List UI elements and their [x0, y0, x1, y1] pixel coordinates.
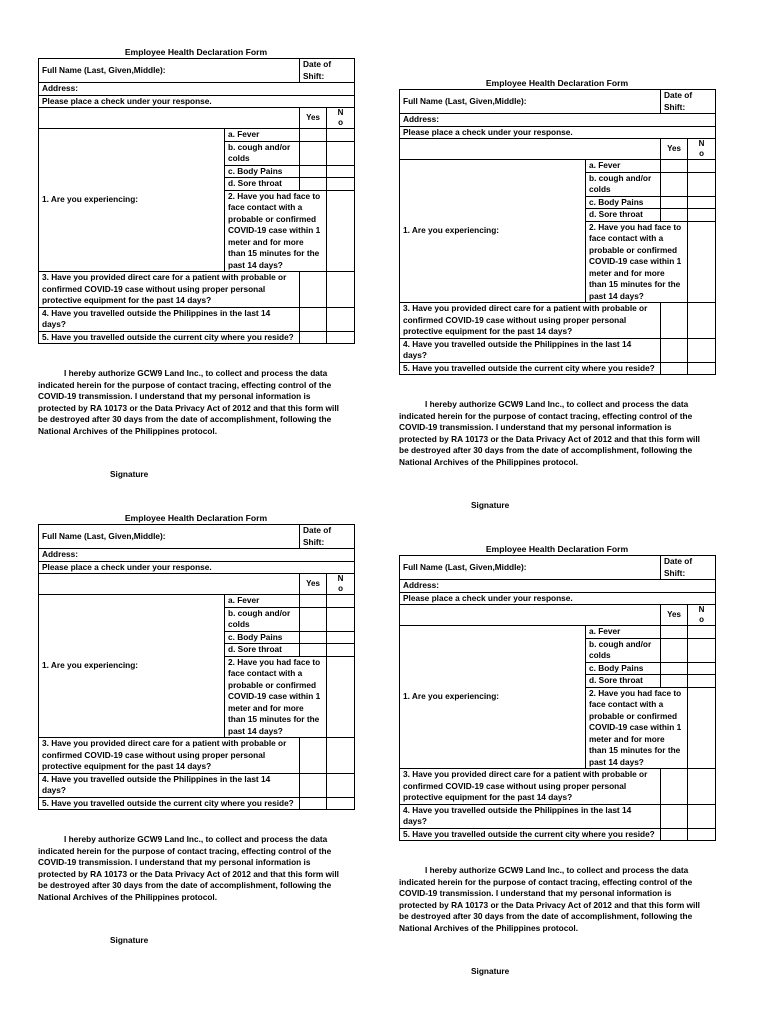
question-2: 2. Have you had face to face contact with a probable or confirmed COVID-19 case within 1 meter and for more than 15 minutes for the past 14 days?	[586, 221, 688, 303]
no-checkbox[interactable]	[688, 626, 716, 639]
address-field[interactable]: Address:	[39, 83, 355, 96]
question-3: 3. Have you provided direct care for a patient with probable or confirmed COVID-19 case without using proper personal protective equipment for the past 14 days?	[39, 738, 300, 774]
declaration-table	[38, 58, 355, 344]
symptom-fever: a. Fever	[225, 129, 300, 142]
blank-cell	[39, 574, 300, 595]
no-checkbox[interactable]	[327, 272, 355, 308]
symptom-cough: b. cough and/or colds	[225, 141, 300, 165]
no-checkbox[interactable]	[327, 165, 355, 178]
yes-checkbox[interactable]	[300, 272, 327, 308]
yes-checkbox[interactable]	[300, 307, 327, 331]
question-4: 4. Have you travelled outside the Philippines in the last 14 days?	[39, 773, 300, 797]
declaration-table	[399, 89, 716, 375]
no-checkbox[interactable]	[327, 331, 355, 344]
yes-checkbox[interactable]	[327, 190, 355, 272]
yes-checkbox[interactable]	[300, 738, 327, 774]
health-form-bottom-right	[399, 544, 715, 976]
yes-checkbox[interactable]	[300, 129, 327, 142]
symptom-sore-throat: d. Sore throat	[586, 209, 661, 222]
no-checkbox[interactable]	[327, 644, 355, 657]
yes-checkbox[interactable]	[300, 644, 327, 657]
address-field[interactable]: Address:	[400, 114, 716, 127]
symptom-cough: b. cough and/or colds	[225, 607, 300, 631]
question-4: 4. Have you travelled outside the Philippines in the last 14 days?	[39, 307, 300, 331]
yes-checkbox[interactable]	[300, 797, 327, 810]
address-field[interactable]: Address:	[400, 580, 716, 593]
no-checkbox[interactable]	[688, 172, 716, 196]
question-5: 5. Have you travelled outside the current city where you reside?	[400, 828, 661, 841]
yes-column-header: Yes	[661, 139, 688, 160]
no-checkbox[interactable]	[327, 738, 355, 774]
no-checkbox[interactable]	[327, 307, 355, 331]
symptom-fever: a. Fever	[586, 626, 661, 639]
yes-checkbox[interactable]	[661, 769, 688, 805]
no-checkbox[interactable]	[688, 160, 716, 173]
question-3: 3. Have you provided direct care for a patient with probable or confirmed COVID-19 case without using proper personal protective equipment for the past 14 days?	[39, 272, 300, 308]
form-title: Employee Health Declaration Form	[485, 78, 629, 88]
no-checkbox[interactable]	[327, 773, 355, 797]
yes-checkbox[interactable]	[661, 196, 688, 209]
symptom-sore-throat: d. Sore throat	[586, 675, 661, 688]
no-checkbox[interactable]	[688, 303, 716, 339]
yes-column-header: Yes	[300, 108, 327, 129]
no-column-header: N o	[688, 139, 716, 160]
symptom-body-pains: c. Body Pains	[225, 165, 300, 178]
no-checkbox[interactable]	[688, 196, 716, 209]
instruction-text: Please place a check under your response.	[39, 561, 355, 574]
yes-checkbox[interactable]	[300, 178, 327, 191]
question-4: 4. Have you travelled outside the Philippines in the last 14 days?	[400, 804, 661, 828]
question-2: 2. Have you had face to face contact with a probable or confirmed COVID-19 case within 1 meter and for more than 15 minutes for the past 14 days?	[586, 687, 688, 769]
health-form-bottom-left	[38, 513, 354, 945]
blank-cell	[400, 139, 661, 160]
no-checkbox[interactable]	[327, 129, 355, 142]
symptom-fever: a. Fever	[586, 160, 661, 173]
yes-checkbox[interactable]	[661, 160, 688, 173]
no-checkbox[interactable]	[327, 141, 355, 165]
question-1: 1. Are you experiencing:	[39, 129, 225, 272]
no-checkbox[interactable]	[688, 638, 716, 662]
form-title: Employee Health Declaration Form	[124, 513, 268, 523]
yes-checkbox[interactable]	[661, 675, 688, 688]
question-5: 5. Have you travelled outside the current city where you reside?	[400, 362, 661, 375]
date-of-shift-field[interactable]: Date of Shift:	[661, 90, 716, 114]
question-4: 4. Have you travelled outside the Philippines in the last 14 days?	[400, 338, 661, 362]
yes-checkbox[interactable]	[300, 631, 327, 644]
yes-checkbox[interactable]	[661, 626, 688, 639]
yes-column-header: Yes	[661, 605, 688, 626]
yes-checkbox[interactable]	[300, 165, 327, 178]
consent-statement: I hereby authorize GCW9 Land Inc., to collect and process the data indicated herein for the purpose of contact tracing, effecting control of the COVID-19 transmission. I understand that my personal information is protected by RA 10173 or the Data Privacy Act of 2012 and that this form will be destroyed after 30 days from the date of accomplishment, following the National Archives of the Philippines protocol.	[399, 865, 700, 933]
yes-checkbox[interactable]	[661, 828, 688, 841]
no-checkbox[interactable]	[688, 769, 716, 805]
instruction-text: Please place a check under your response.	[400, 592, 716, 605]
no-checkbox[interactable]	[327, 607, 355, 631]
full-name-field[interactable]: Full Name (Last, Given,Middle):	[400, 90, 661, 114]
symptom-fever: a. Fever	[225, 595, 300, 608]
no-checkbox[interactable]	[327, 631, 355, 644]
question-2: 2. Have you had face to face contact with a probable or confirmed COVID-19 case within 1 meter and for more than 15 minutes for the past 14 days?	[225, 656, 327, 738]
address-field[interactable]: Address:	[39, 549, 355, 562]
yes-checkbox[interactable]	[661, 303, 688, 339]
yes-checkbox[interactable]	[661, 804, 688, 828]
consent-statement: I hereby authorize GCW9 Land Inc., to collect and process the data indicated herein for the purpose of contact tracing, effecting control of the COVID-19 transmission. I understand that my personal information is protected by RA 10173 or the Data Privacy Act of 2012 and that this form will be destroyed after 30 days from the date of accomplishment, following the National Archives of the Philippines protocol.	[38, 834, 339, 902]
date-of-shift-field[interactable]: Date of Shift:	[661, 556, 716, 580]
no-checkbox[interactable]	[688, 675, 716, 688]
symptom-body-pains: c. Body Pains	[586, 196, 661, 209]
yes-checkbox[interactable]	[661, 209, 688, 222]
blank-cell	[400, 605, 661, 626]
question-1: 1. Are you experiencing:	[39, 595, 225, 738]
yes-checkbox[interactable]	[661, 662, 688, 675]
symptom-body-pains: c. Body Pains	[225, 631, 300, 644]
no-checkbox[interactable]	[688, 828, 716, 841]
question-2: 2. Have you had face to face contact with a probable or confirmed COVID-19 case within 1 meter and for more than 15 minutes for the past 14 days?	[225, 190, 327, 272]
question-5: 5. Have you travelled outside the current city where you reside?	[39, 797, 300, 810]
yes-checkbox[interactable]	[300, 141, 327, 165]
yes-column-header: Yes	[300, 574, 327, 595]
instruction-text: Please place a check under your response.	[400, 126, 716, 139]
no-checkbox[interactable]	[688, 338, 716, 362]
question-3: 3. Have you provided direct care for a patient with probable or confirmed COVID-19 case without using proper personal protective equipment for the past 14 days?	[400, 303, 661, 339]
yes-checkbox[interactable]	[300, 773, 327, 797]
question-1: 1. Are you experiencing:	[400, 160, 586, 303]
yes-checkbox[interactable]	[661, 172, 688, 196]
no-checkbox[interactable]	[688, 362, 716, 375]
no-checkbox[interactable]	[688, 209, 716, 222]
yes-checkbox[interactable]	[688, 221, 716, 303]
question-3: 3. Have you provided direct care for a patient with probable or confirmed COVID-19 case without using proper personal protective equipment for the past 14 days?	[400, 769, 661, 805]
full-name-field[interactable]: Full Name (Last, Given,Middle):	[39, 525, 300, 549]
no-checkbox[interactable]	[688, 662, 716, 675]
yes-checkbox[interactable]	[661, 638, 688, 662]
declaration-table	[38, 524, 355, 810]
consent-statement: I hereby authorize GCW9 Land Inc., to collect and process the data indicated herein for the purpose of contact tracing, effecting control of the COVID-19 transmission. I understand that my personal information is protected by RA 10173 or the Data Privacy Act of 2012 and that this form will be destroyed after 30 days from the date of accomplishment, following the National Archives of the Philippines protocol.	[38, 368, 339, 436]
full-name-field[interactable]: Full Name (Last, Given,Middle):	[39, 59, 300, 83]
signature-label: Signature	[471, 500, 510, 510]
form-title: Employee Health Declaration Form	[485, 544, 629, 554]
full-name-field[interactable]: Full Name (Last, Given,Middle):	[400, 556, 661, 580]
symptom-sore-throat: d. Sore throat	[225, 644, 300, 657]
health-form-top-left	[38, 47, 354, 479]
no-checkbox[interactable]	[327, 797, 355, 810]
form-title: Employee Health Declaration Form	[124, 47, 268, 57]
question-1: 1. Are you experiencing:	[400, 626, 586, 769]
symptom-sore-throat: d. Sore throat	[225, 178, 300, 191]
signature-label: Signature	[110, 935, 149, 945]
blank-cell	[39, 108, 300, 129]
symptom-cough: b. cough and/or colds	[586, 172, 661, 196]
yes-checkbox[interactable]	[327, 656, 355, 738]
date-of-shift-field[interactable]: Date of Shift:	[300, 59, 355, 83]
symptom-cough: b. cough and/or colds	[586, 638, 661, 662]
health-form-top-right	[399, 78, 715, 510]
question-5: 5. Have you travelled outside the current city where you reside?	[39, 331, 300, 344]
instruction-text: Please place a check under your response.	[39, 95, 355, 108]
no-checkbox[interactable]	[688, 804, 716, 828]
no-column-header: N o	[327, 108, 355, 129]
signature-label: Signature	[471, 966, 510, 976]
no-column-header: N o	[688, 605, 716, 626]
no-column-header: N o	[327, 574, 355, 595]
yes-checkbox[interactable]	[661, 362, 688, 375]
yes-checkbox[interactable]	[300, 331, 327, 344]
date-of-shift-field[interactable]: Date of Shift:	[300, 525, 355, 549]
declaration-table	[399, 555, 716, 841]
yes-checkbox[interactable]	[688, 687, 716, 769]
yes-checkbox[interactable]	[661, 338, 688, 362]
no-checkbox[interactable]	[327, 595, 355, 608]
no-checkbox[interactable]	[327, 178, 355, 191]
symptom-body-pains: c. Body Pains	[586, 662, 661, 675]
signature-label: Signature	[110, 469, 149, 479]
yes-checkbox[interactable]	[300, 595, 327, 608]
yes-checkbox[interactable]	[300, 607, 327, 631]
consent-statement: I hereby authorize GCW9 Land Inc., to collect and process the data indicated herein for the purpose of contact tracing, effecting control of the COVID-19 transmission. I understand that my personal information is protected by RA 10173 or the Data Privacy Act of 2012 and that this form will be destroyed after 30 days from the date of accomplishment, following the National Archives of the Philippines protocol.	[399, 399, 700, 467]
